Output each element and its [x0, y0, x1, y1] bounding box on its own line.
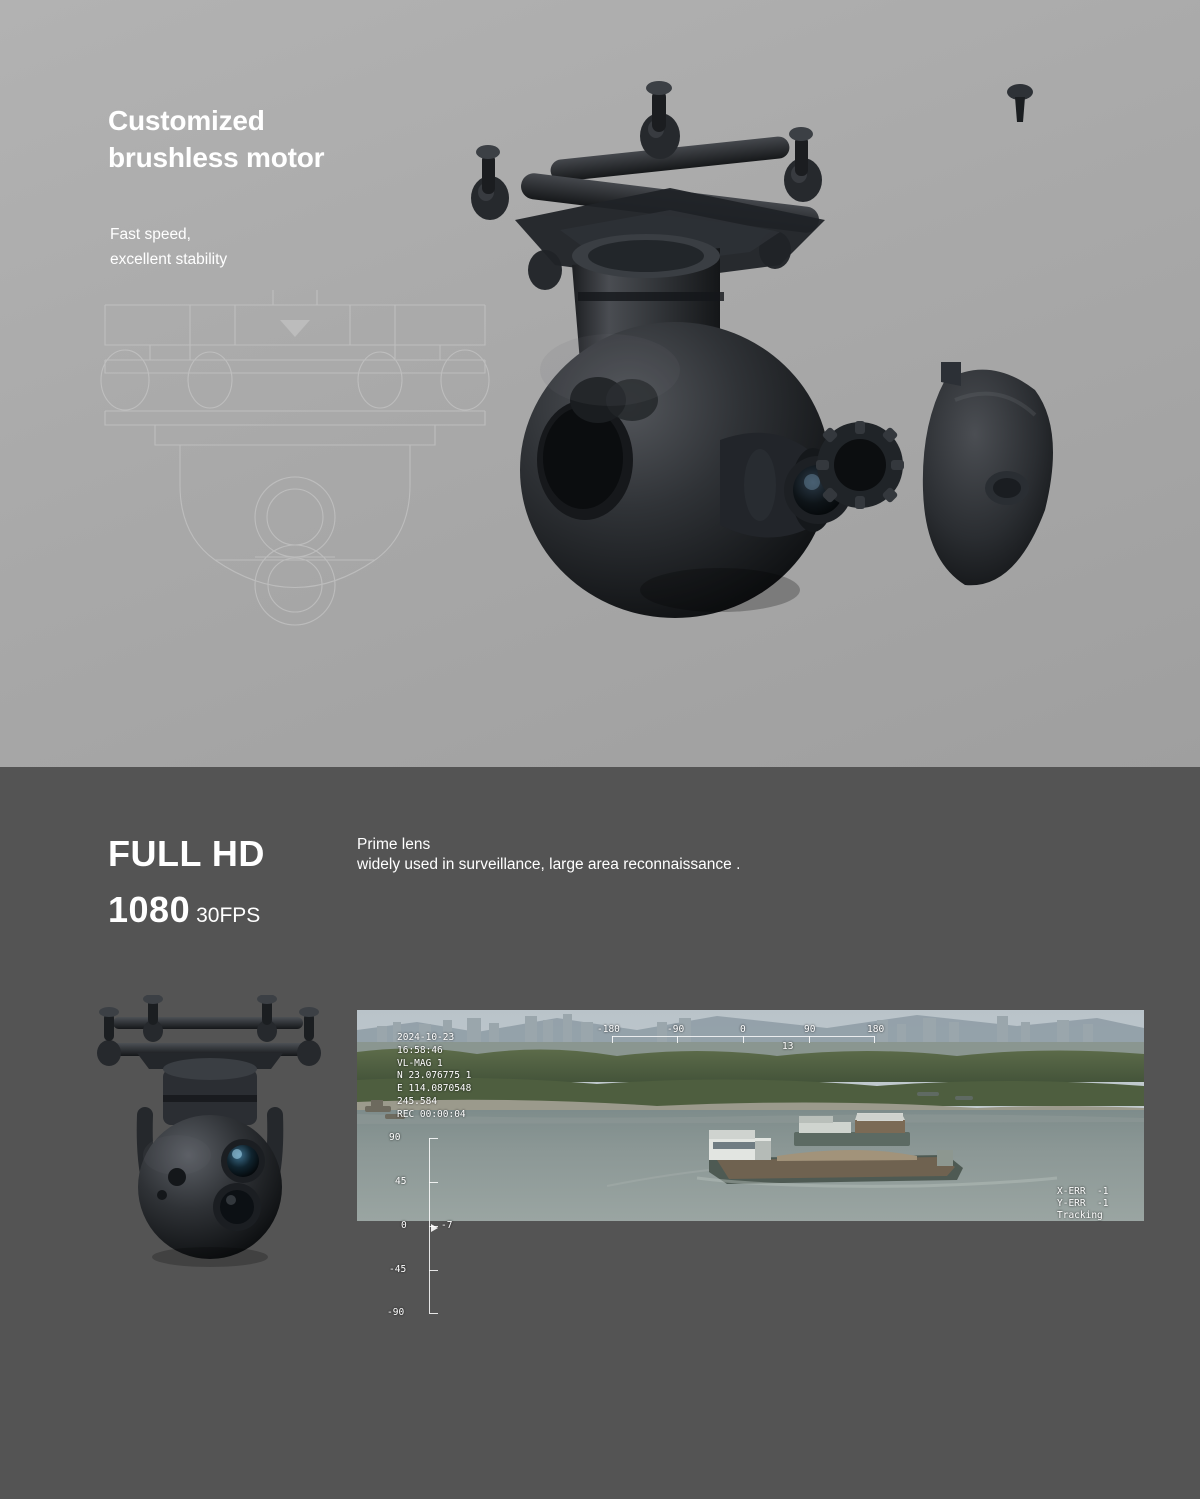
- camera-video-still: [357, 1010, 1144, 1318]
- motor-subtitle-line2: excellent stability: [110, 251, 228, 269]
- prime-lens-line2: widely used in surveillance, large area reconnaissance .: [357, 855, 741, 873]
- osd-pitch-label-neg45: -45: [389, 1264, 407, 1275]
- osd-yaw-label-neg90: -90: [667, 1024, 685, 1035]
- osd-tracking-status: Tracking: [1057, 1210, 1103, 1221]
- osd-pitch-label-neg90: -90: [387, 1307, 405, 1318]
- osd-yaw-tick-neg90: [677, 1036, 678, 1043]
- osd-mode: VL-MAG 1: [397, 1057, 443, 1069]
- osd-pitch-tick-neg45: [429, 1270, 438, 1271]
- osd-pitch-indicator-arrow: [431, 1224, 438, 1232]
- osd-latitude: N 23.076775 1: [397, 1070, 472, 1082]
- osd-y-error: Y-ERR -1: [1057, 1198, 1109, 1209]
- osd-yaw-label-neg180: -180: [597, 1024, 620, 1035]
- osd-pitch-label-90: 90: [389, 1132, 401, 1143]
- osd-yaw-value: 13: [782, 1041, 794, 1052]
- osd-telemetry-block: [397, 1032, 471, 1122]
- osd-pitch-value: -7: [441, 1220, 453, 1231]
- prime-lens-description: [357, 835, 740, 875]
- osd-x-error: X-ERR -1: [1057, 1186, 1109, 1197]
- osd-yaw-tick-neg180: [612, 1036, 613, 1043]
- resolution-line: [108, 889, 260, 931]
- osd-longitude: E 114.0870548: [397, 1083, 472, 1095]
- osd-yaw-label-90: 90: [804, 1024, 816, 1035]
- osd-pitch-tick-90: [429, 1138, 438, 1139]
- prime-lens-line1: Prime lens: [357, 836, 431, 853]
- osd-pitch-label-0: 0: [401, 1220, 407, 1231]
- section-full-hd: [0, 767, 1200, 1499]
- osd-yaw-tick-0: [743, 1036, 744, 1043]
- osd-recording-status: REC 00:00:04: [397, 1108, 466, 1120]
- resolution-value: 1080: [108, 889, 191, 930]
- gimbal-exploded-render: [420, 70, 1060, 630]
- osd-date: 2024-10-23: [397, 1032, 455, 1043]
- osd-pitch-tick-45: [429, 1182, 438, 1183]
- osd-time: 16:58:46: [397, 1044, 443, 1056]
- fps-value: 30FPS: [196, 904, 261, 927]
- osd-yaw-label-0: 0: [740, 1024, 746, 1035]
- osd-yaw-tick-90: [809, 1036, 810, 1043]
- gimbal-product-render: [85, 995, 335, 1285]
- motor-subtitle: [110, 222, 227, 272]
- motor-title-line2: brushless motor: [108, 142, 325, 174]
- osd-altitude: 245.584: [397, 1096, 438, 1108]
- motor-subtitle-line1: Fast speed,: [110, 226, 191, 243]
- osd-yaw-tick-180: [874, 1036, 875, 1043]
- fullhd-headline: FULL HD: [108, 833, 265, 874]
- osd-yaw-label-180: 180: [867, 1024, 885, 1035]
- osd-pitch-label-45: 45: [395, 1176, 407, 1187]
- motor-title-line1: Customized: [108, 105, 265, 136]
- osd-pitch-tick-neg90: [429, 1313, 438, 1314]
- motor-title: [108, 102, 324, 176]
